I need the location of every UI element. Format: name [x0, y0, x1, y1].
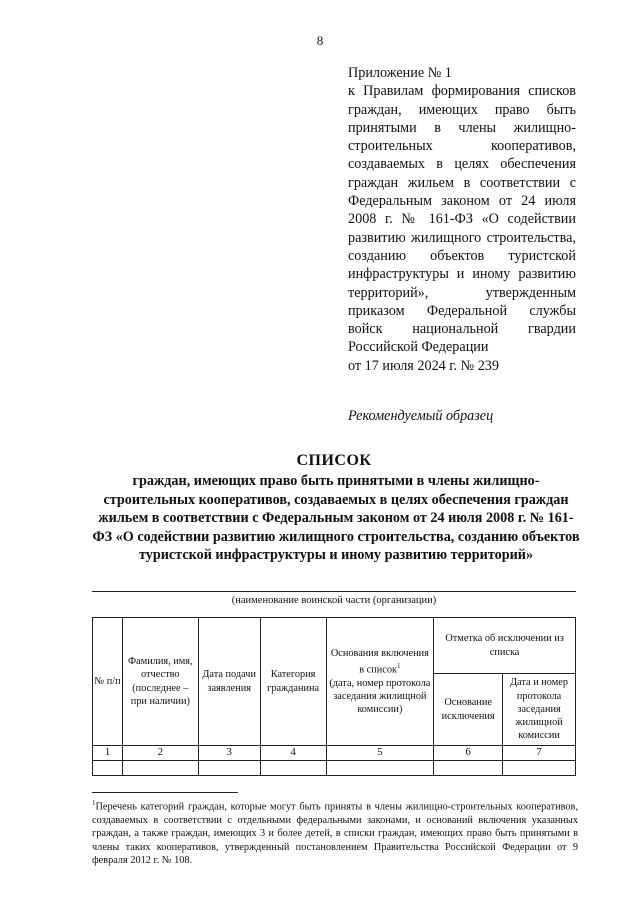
footnote-mark: 1: [92, 799, 96, 807]
column-number: 3: [198, 746, 260, 761]
header-fio: Фамилия, имя, отчество (последнее – при наличии): [122, 618, 198, 746]
column-number: 4: [260, 746, 326, 761]
page-number: 8: [316, 33, 324, 48]
footnote: [92, 797, 578, 867]
empty-cell: [326, 761, 434, 776]
empty-cell: [260, 761, 326, 776]
register-table: [92, 617, 576, 776]
unit-caption: (наименование воинской части (организации): [231, 595, 437, 606]
list-title: СПИСОК: [296, 452, 372, 469]
annex-body: к Правилам формирования списков граждан, имеющих право быть принятыми в члены жилищно-строительных кооперативов, создаваемых в целях обеспечения граждан жильем в соответствии с Федеральным законом от 24 июля 2008 г. № 161-ФЗ «О содействии развитию жилищного строительства, созданию объектов туристской инфраструктуры и иному развитию территорий», утвержденным приказом Федеральной службы войск национальной гвардии Российской Федерации: [348, 83, 576, 356]
annex-title: Приложение № 1: [348, 65, 452, 81]
footnote-text: Перечень категорий граждан, которые могут быть приняты в члены жилищно-строительных кооперативов, создаваемых в соответствии с отдельными федеральными законами, и оснований включения указанных граждан, а также граждан, имеющих 3 и более детей, в списки граждан, имеющих право быть принятыми в члены таких кооперативов, утвержденный постановлением Правительства Российской Федерации от 9 февраля 2012 г. № 108.: [92, 801, 578, 867]
empty-cell: [434, 761, 503, 776]
header-num: № п/п: [93, 618, 123, 746]
column-number: 2: [122, 746, 198, 761]
header-exclusion: Отметка об исключении из списка: [434, 618, 576, 674]
column-number-row: [93, 746, 576, 761]
header-basis: [326, 618, 434, 746]
annex-date: от 17 июля 2024 г. № 239: [348, 357, 499, 374]
list-subtitle: граждан, имеющих право быть принятыми в члены жилищно-строительных кооперативов, создаваемых в целях обеспечения граждан жильем в соответствии с Федеральным законом от 24 июля 2008 г. № 161-ФЗ «О содействии развитию жилищного строительства, созданию объектов туристской инфраструктуры и иному развитию территорий»: [92, 473, 580, 564]
column-number: 7: [503, 746, 576, 761]
annex-block: [348, 64, 576, 375]
header-basis-main: Основания включения в список: [330, 647, 429, 676]
header-basis-detail: (дата, номер протокола заседания жилищной комиссии): [329, 677, 431, 716]
header-category: Категория гражданина: [260, 618, 326, 746]
footnote-separator: [92, 792, 238, 793]
empty-cell: [198, 761, 260, 776]
header-date: Дата подачи заявления: [198, 618, 260, 746]
column-number: 6: [434, 746, 503, 761]
column-number: 1: [93, 746, 123, 761]
empty-cell: [503, 761, 576, 776]
footnote-ref: 1: [396, 661, 401, 670]
column-number: 5: [326, 746, 434, 761]
unit-name-line: [92, 591, 576, 592]
table-row: [93, 761, 576, 776]
empty-cell: [93, 761, 123, 776]
header-exclusion-basis: Основание исключения: [434, 674, 503, 746]
header-exclusion-protocol: Дата и номер протокола заседания жилищной комиссии: [503, 674, 576, 746]
sample-label: Рекомендуемый образец: [348, 408, 494, 424]
empty-cell: [122, 761, 198, 776]
